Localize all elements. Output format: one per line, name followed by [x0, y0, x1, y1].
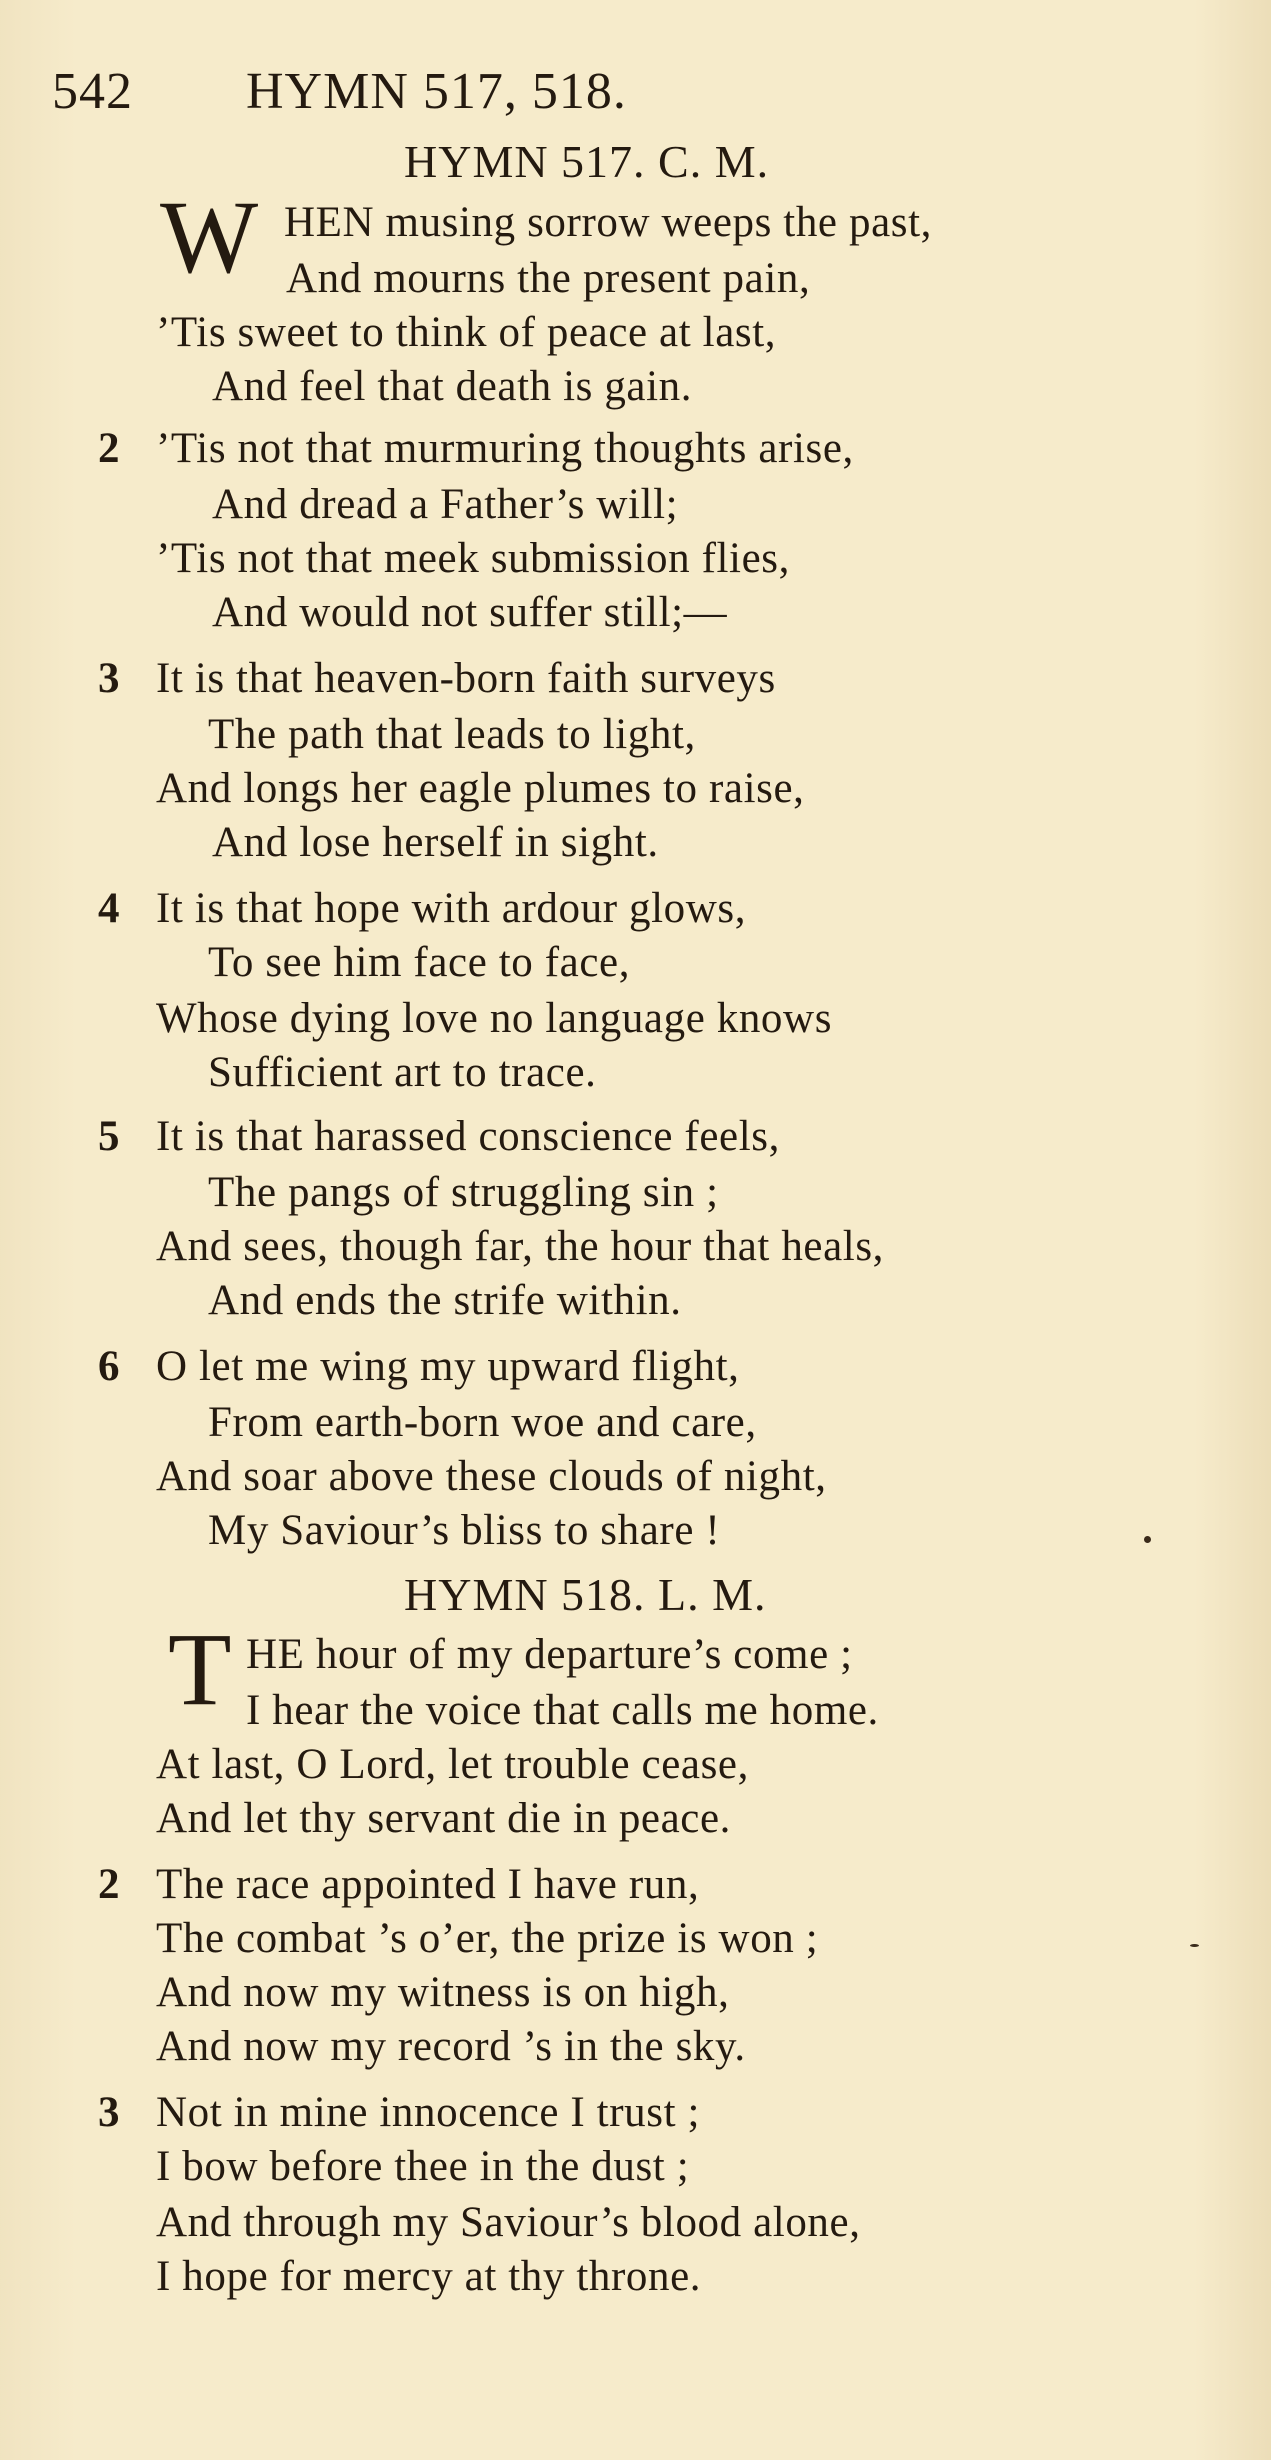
hymn-517-s1-line-4: And feel that death is gain. [212, 363, 693, 410]
hymn-518-s2-line-3: And now my witness is on high, [156, 1969, 730, 2016]
hymn-517-heading: HYMN 517. C. M. [404, 136, 770, 187]
hymn-517-stanza-2-number: 2 [98, 425, 120, 472]
hymn-517-s3-line-1: It is that heaven-born faith surveys [156, 655, 776, 702]
hymn-518-dropcap: T [168, 1612, 232, 1727]
hymn-518-s3-line-2: I bow before thee in the dust ; [156, 2143, 690, 2190]
hymn-517-s6-line-2: From earth-born woe and care, [208, 1399, 757, 1446]
hymn-518-s2-line-4: And now my record ’s in the sky. [156, 2023, 746, 2070]
hymn-517-s6-line-4: My Saviour’s bliss to share ! [208, 1507, 721, 1554]
hymn-518-first-line: HE hour of my departure’s come ; [246, 1631, 853, 1678]
hymn-517-s3-line-3: And longs her eagle plumes to raise, [156, 765, 805, 812]
hymn-517-s1-line-3: ’Tis sweet to think of peace at last, [156, 309, 777, 356]
hymn-518-s2-line-1: The race appointed I have run, [156, 1861, 700, 1908]
hymn-517-s4-line-1: It is that hope with ardour glows, [156, 885, 747, 932]
hymn-517-s4-line-4: Sufficient art to trace. [208, 1049, 597, 1096]
hymn-517-s3-line-2: The path that leads to light, [208, 711, 696, 758]
hymn-518-heading: HYMN 518. L. M. [404, 1569, 767, 1620]
hymn-518-s3-line-1: Not in mine innocence I trust ; [156, 2089, 701, 2136]
hymn-517-s4-line-3: Whose dying love no language knows [156, 995, 833, 1042]
hymn-518-s1-line-3: At last, O Lord, let trouble cease, [156, 1741, 749, 1788]
hymn-518-s2-line-2: The combat ’s o’er, the prize is won ; [156, 1915, 819, 1962]
hymn-517-s2-line-4: And would not suffer still;— [212, 589, 728, 636]
hymn-518-stanza-2-number: 2 [98, 1861, 120, 1908]
hymn-517-stanza-3-number: 3 [98, 655, 120, 702]
hymn-517-first-line: HEN musing sorrow weeps the past, [284, 199, 932, 246]
running-title: HYMN 517, 518. [246, 63, 627, 120]
hymn-518-s3-line-4: I hope for mercy at thy throne. [156, 2253, 702, 2300]
hymn-517-s3-line-4: And lose herself in sight. [212, 819, 659, 866]
hymn-517-s5-line-3: And sees, though far, the hour that heals, [156, 1223, 885, 1270]
hymn-517-stanza-6-number: 6 [98, 1343, 120, 1390]
hymn-517-s2-line-2: And dread a Father’s will; [212, 481, 679, 528]
hymn-518-stanza-3-number: 3 [98, 2089, 120, 2136]
hymn-517-s5-line-1: It is that harassed conscience feels, [156, 1113, 780, 1160]
hymn-517-s2-line-3: ’Tis not that meek submission flies, [156, 535, 790, 582]
print-speck [1190, 1944, 1199, 1947]
print-speck [1144, 1536, 1151, 1543]
hymn-518-s3-line-3: And through my Saviour’s blood alone, [156, 2199, 861, 2246]
hymn-517-s2-line-1: ’Tis not that murmuring thoughts arise, [156, 425, 854, 472]
hymn-517-s4-line-2: To see him face to face, [208, 939, 631, 986]
hymn-517-dropcap: W [160, 180, 259, 295]
hymn-517-s6-line-3: And soar above these clouds of night, [156, 1453, 827, 1500]
running-head [0, 52, 1271, 132]
hymn-517-s5-line-4: And ends the strife within. [208, 1277, 682, 1324]
hymn-518-s1-line-4: And let thy servant die in peace. [156, 1795, 732, 1842]
page-number: 542 [52, 63, 133, 120]
hymn-517-s1-line-2: And mourns the present pain, [286, 255, 811, 302]
hymn-517-s5-line-2: The pangs of struggling sin ; [208, 1169, 719, 1216]
hymn-518-s1-line-2: I hear the voice that calls me home. [246, 1687, 879, 1734]
hymn-517-stanza-5-number: 5 [98, 1113, 120, 1160]
hymn-517-stanza-4-number: 4 [98, 885, 120, 932]
hymn-517-s6-line-1: O let me wing my upward flight, [156, 1343, 740, 1390]
